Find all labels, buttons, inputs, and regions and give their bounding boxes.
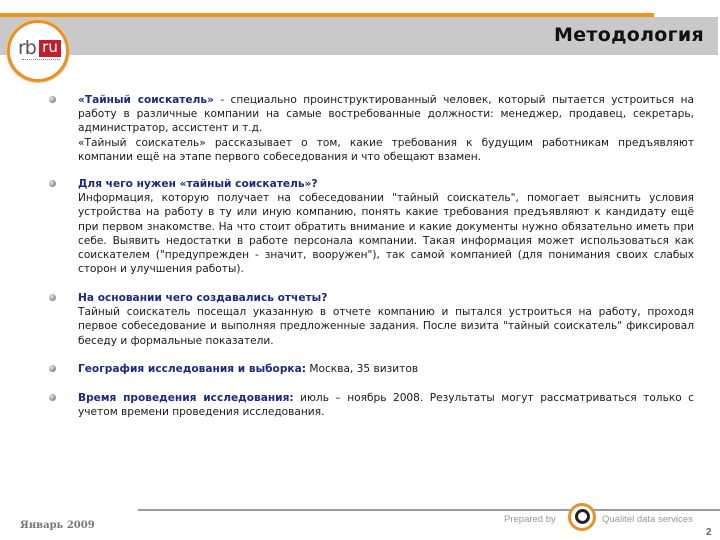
- item-text: Информация, которую получает на собеседовании "тайный соискатель", помогает выяснить условия устройства на работу в ту или иную компанию, понять какие требования предъявляют к кандидату ещё при первом знакомстве. На что стоит обратить внимание и какие документы нужно обязательно иметь при себе. Выявить недостатки в работе персонала компании. Такая информация может использоваться как соискателем ("предупрежден - значит, вооружен"), так самой компанией (для понимания своих слабых сторон и улучшения работы).: [78, 192, 694, 276]
- q-glyph-icon: [575, 509, 590, 524]
- item-heading: Время проведения исследования:: [78, 392, 294, 404]
- item-text: - специально проинструктированный человек, который пытается устроиться на работу в различные компании на самые востребованные должности: менеджер, продавец, секретарь, администратор, ассистент и т.д.: [78, 94, 694, 135]
- page-number: 2: [706, 527, 712, 538]
- item-heading: «Тайный соискатель»: [78, 94, 214, 106]
- item-text: Москва, 35 визитов: [305, 363, 419, 375]
- item-text: Тайный соискатель посещал указанную в отчете компанию и пытался устроиться на работу, проходя первое собеседование и выполняя предложенные задания. После визита "тайный соискатель" фиксировал беседу и формальные показатели.: [78, 306, 694, 347]
- logo-text-main: rb: [18, 37, 36, 59]
- logo-tagline: [22, 59, 60, 63]
- prepared-by-label: Prepared by: [504, 514, 556, 525]
- bullet-icon: [49, 394, 56, 401]
- bullet-icon: [49, 180, 56, 187]
- qualitel-logo-icon: [568, 503, 596, 531]
- page-title: Методология: [554, 24, 704, 46]
- item-heading: На основании чего создавались отчеты?: [78, 292, 328, 304]
- footer-date: Январь 2009: [20, 520, 95, 531]
- list-item: [78, 391, 694, 419]
- company-name: Qualitel data services: [602, 514, 693, 525]
- footer-divider: [138, 509, 720, 511]
- logo-text-accent: ru: [39, 40, 61, 57]
- item-text-2: «Тайный соискатель» рассказывает о том, какие требования к будущим работникам предъявляют компании ещё на этапе первого собеседования и что обещают взамен.: [78, 136, 694, 163]
- bullet-icon: [49, 365, 56, 372]
- item-heading: География исследования и выборка:: [78, 363, 306, 375]
- bullet-icon: [49, 294, 56, 301]
- list-item: [78, 362, 694, 376]
- bullet-icon: [49, 96, 56, 103]
- list-item: [78, 177, 694, 276]
- rbru-logo: [7, 20, 69, 82]
- item-heading: Для чего нужен «тайный соискатель»?: [78, 178, 318, 190]
- item-text: июль – ноябрь 2008. Результаты могут рассматриваться только с учетом времени проведения исследования.: [78, 392, 694, 419]
- list-item: [78, 93, 694, 164]
- list-item: [78, 291, 694, 348]
